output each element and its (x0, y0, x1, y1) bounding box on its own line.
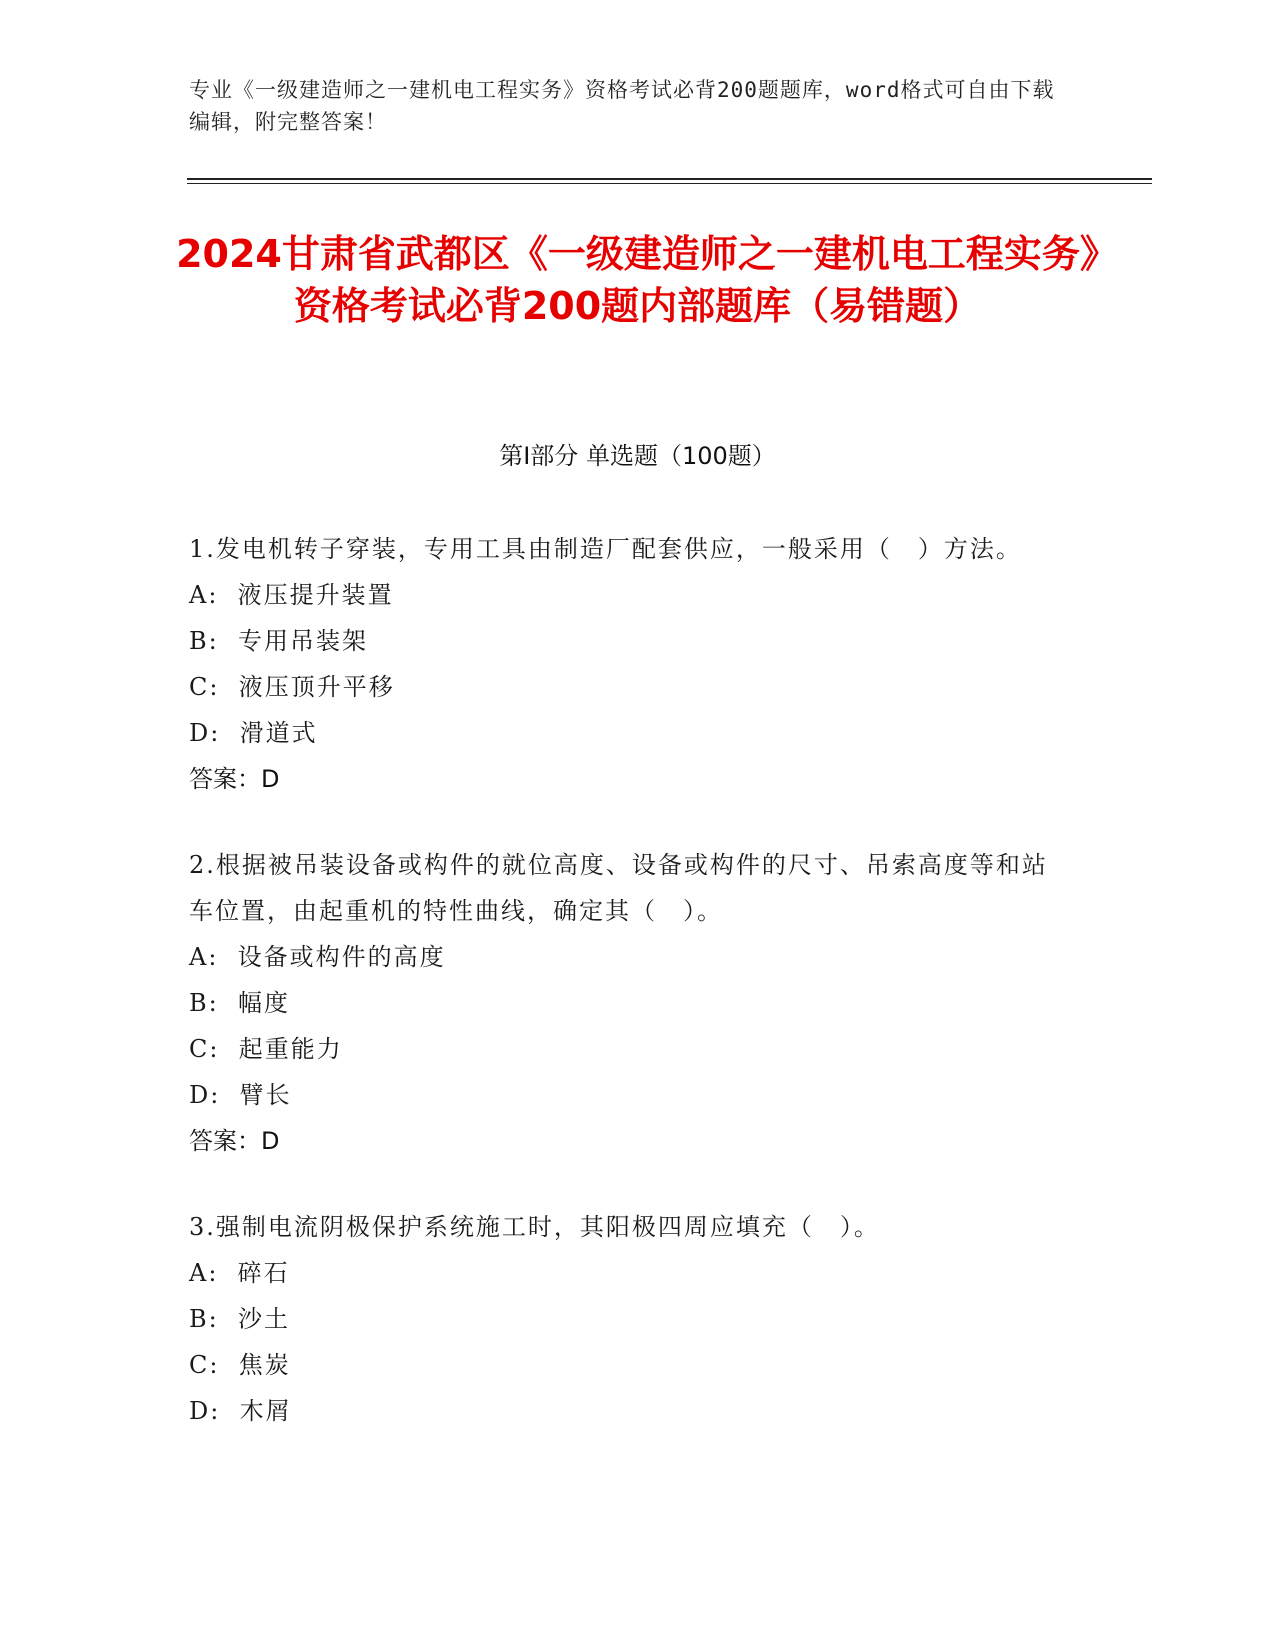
header-divider-thick (187, 178, 1152, 180)
option-b: B: 专用吊装架 (189, 627, 368, 655)
option-d: D: 臂长 (189, 1081, 292, 1109)
option-c: C: 起重能力 (189, 1035, 343, 1063)
option-b: B: 沙土 (189, 1305, 290, 1333)
option-a: A: 设备或构件的高度 (189, 943, 446, 971)
header-note: 专业《一级建造师之一建机电工程实务》资格考试必背200题题库，word格式可自由下载编辑，附完整答案！ (189, 78, 1055, 134)
option-d: D: 木屑 (189, 1397, 292, 1425)
option-c: C: 焦炭 (189, 1351, 291, 1379)
option-b: B: 幅度 (189, 989, 290, 1017)
header-divider-thin (187, 183, 1152, 184)
option-d: D: 滑道式 (189, 719, 318, 747)
question-stem: 1.发电机转子穿装，专用工具由制造厂配套供应，一般采用（ ）方法。 (189, 535, 1022, 563)
option-a: A: 液压提升装置 (189, 581, 394, 609)
option-a: A: 碎石 (189, 1259, 290, 1287)
answer: 答案：D (189, 1127, 280, 1155)
question-stem: 3.强制电流阴极保护系统施工时，其阳极四周应填充（ ）。 (189, 1213, 880, 1241)
question-1 (189, 526, 1069, 802)
question-2 (189, 842, 1069, 1164)
section-title: 第Ⅰ部分 单选题（100题） (499, 442, 776, 470)
option-c: C: 液压顶升平移 (189, 673, 395, 701)
question-stem: 2.根据被吊装设备或构件的就位高度、设备或构件的尺寸、吊索高度等和站车位置，由起重机的特性曲线，确定其（ ）。 (189, 851, 1048, 925)
question-3 (189, 1204, 1069, 1434)
document-title: 2024甘肃省武都区《一级建造师之一建机电工程实务》资格考试必背200题内部题库（易错题） (176, 232, 1099, 328)
question-list (189, 526, 1069, 1474)
answer: 答案：D (189, 765, 280, 793)
